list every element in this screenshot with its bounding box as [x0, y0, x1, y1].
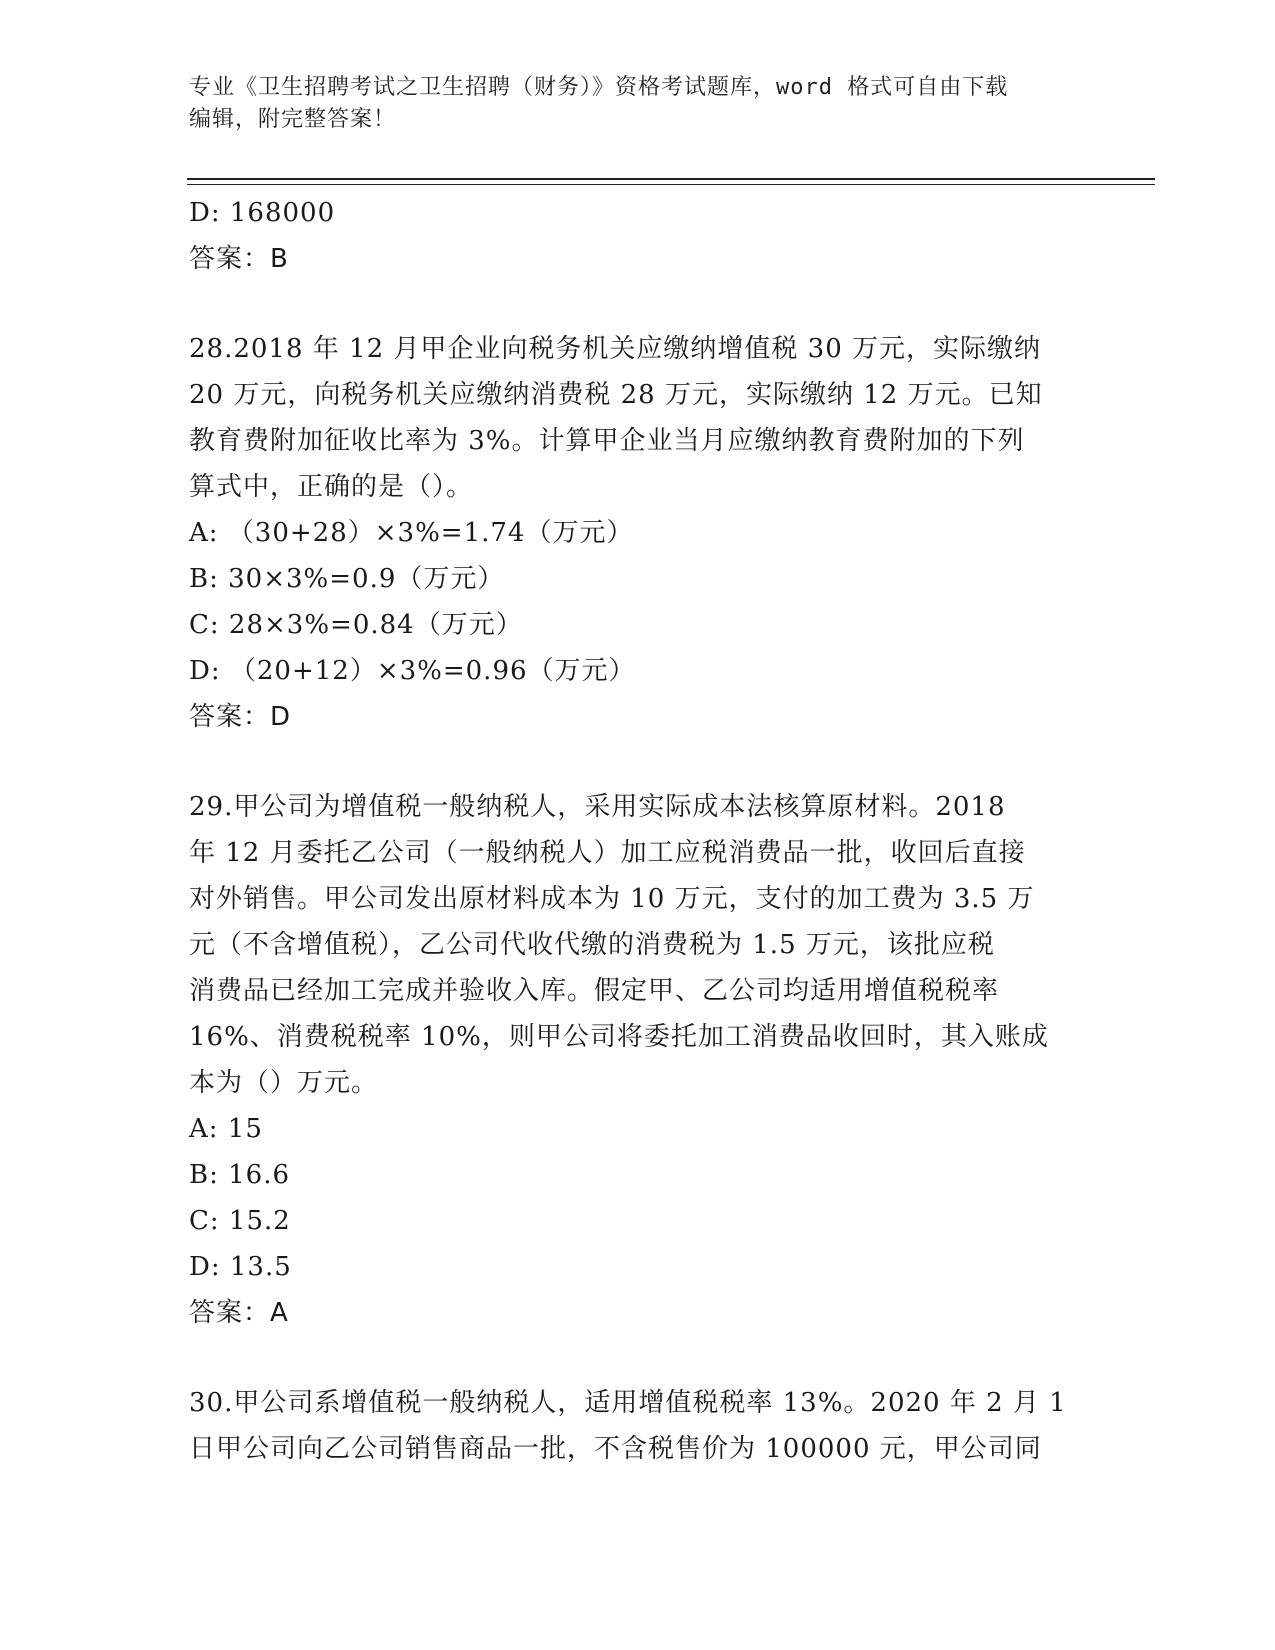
- option-d: D: 168000: [189, 198, 336, 228]
- header-line-2: 编辑，附完整答案！: [189, 107, 397, 132]
- header-line-1: 专业《卫生招聘考试之卫生招聘（财务）》资格考试题库，word 格式可自由下载: [189, 75, 1009, 100]
- header-divider-thin: [187, 184, 1155, 185]
- question-stem-line: 日甲公司向乙公司销售商品一批，不含税售价为 100000 元，甲公司同: [189, 1434, 1042, 1464]
- option-a: A: （30+28）×3%=1.74（万元）: [189, 518, 634, 548]
- question-stem-line: 29.甲公司为增值税一般纳税人，采用实际成本法核算原材料。2018: [189, 792, 1006, 822]
- answer-line: 答案：A: [189, 1298, 289, 1328]
- question-stem-line: 28.2018 年 12 月甲企业向税务机关应缴纳增值税 30 万元，实际缴纳: [189, 334, 1042, 364]
- question-stem-line: 本为（）万元。: [189, 1068, 379, 1098]
- document-header: [189, 72, 1069, 136]
- option-c: C: 15.2: [189, 1206, 291, 1236]
- option-a: A: 15: [189, 1114, 263, 1144]
- question-stem-line: 20 万元，向税务机关应缴纳消费税 28 万元，实际缴纳 12 万元。已知: [189, 380, 1043, 410]
- option-d: D: 13.5: [189, 1252, 292, 1282]
- question-spacer: [189, 740, 1089, 784]
- option-b: B: 16.6: [189, 1160, 291, 1190]
- question-stem-line: 教育费附加征收比率为 3%。计算甲企业当月应缴纳教育费附加的下列: [189, 426, 1025, 456]
- option-d: D: （20+12）×3%=0.96（万元）: [189, 656, 636, 686]
- question-stem-line: 消费品已经加工完成并验收入库。假定甲、乙公司均适用增值税税率: [189, 976, 1000, 1006]
- question-stem-line: 对外销售。甲公司发出原材料成本为 10 万元，支付的加工费为 3.5 万: [189, 884, 1035, 914]
- header-divider-thick: [187, 178, 1155, 180]
- question-spacer: [189, 1336, 1089, 1380]
- question-stem-line: 算式中，正确的是（）。: [189, 472, 474, 502]
- document-body: [189, 190, 1089, 1472]
- question-28: [189, 326, 1089, 740]
- question-spacer: [189, 282, 1089, 326]
- answer-line: 答案：B: [189, 244, 289, 274]
- previous-question-tail: [189, 190, 1089, 282]
- question-stem-line: 16%、消费税税率 10%，则甲公司将委托加工消费品收回时，其入账成: [189, 1022, 1049, 1052]
- answer-line: 答案：D: [189, 702, 292, 732]
- question-stem-line: 元（不含增值税），乙公司代收代缴的消费税为 1.5 万元，该批应税: [189, 930, 995, 960]
- question-stem-line: 30.甲公司系增值税一般纳税人，适用增值税税率 13%。2020 年 2 月 1: [189, 1388, 1067, 1418]
- question-30: [189, 1380, 1089, 1472]
- option-b: B: 30×3%=0.9（万元）: [189, 564, 505, 594]
- option-c: C: 28×3%=0.84（万元）: [189, 610, 523, 640]
- question-stem-line: 年 12 月委托乙公司（一般纳税人）加工应税消费品一批，收回后直接: [189, 838, 1026, 868]
- question-29: [189, 784, 1089, 1336]
